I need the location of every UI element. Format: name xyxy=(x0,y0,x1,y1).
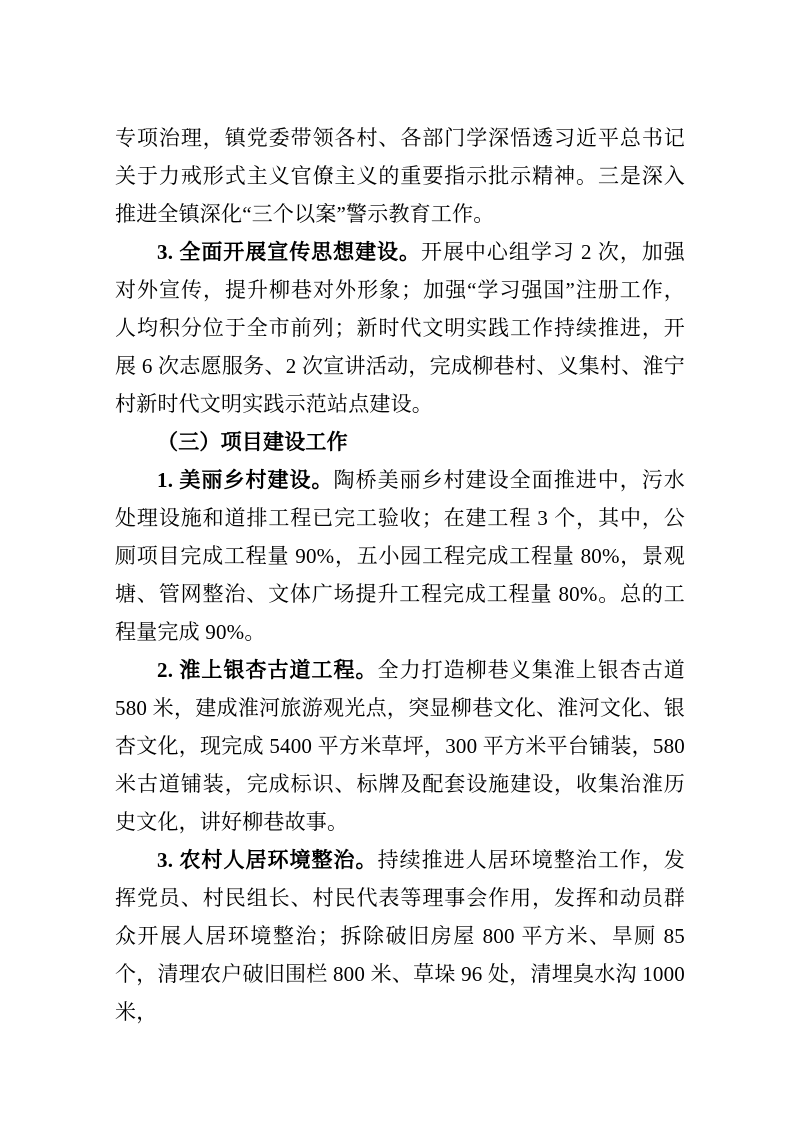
paragraph-text-run: 全力打造柳巷义集淮上银杏古道 580 米，建成淮河旅游观光点，突显柳巷文化、淮河文化、银杏文化，现完成 5400 平方米草坪，300 平方米平台铺装，580 米古道铺装，完成标识、标牌及配套设施建设，收集治淮历史文化，讲好柳巷故事。 xyxy=(115,658,685,834)
para-discipline-education-continued xyxy=(115,119,685,233)
paragraph-heading-run: 1. 美丽乡村建设。 xyxy=(157,468,334,492)
heading-project-construction-work xyxy=(115,423,685,461)
paragraph-text-run: 持续推进人居环境整治工作，发挥党员、村民组长、村民代表等理事会作用，发挥和动员群众开展人居环境整治；拆除破旧房屋 800 平方米、旱厕 85 个，清理农户破旧围栏 800 米、草垛 96 处，清埋臭水沟 1000 米， xyxy=(115,848,685,1024)
paragraph-heading-run: 3. 农村人居环境整治。 xyxy=(157,848,378,872)
paragraph-text-run: 开展中心组学习 2 次，加强对外宣传，提升柳巷对外形象；加强“学习强国”注册工作，人均积分位于全市前列；新时代文明实践工作持续推进，开展 6 次志愿服务、2 次宣讲活动，完成柳巷村、义集村、淮宁村新时代文明实践示范站点建设。 xyxy=(115,240,685,416)
paragraph-heading-run: （三）项目建设工作 xyxy=(157,430,348,454)
paragraph-heading-run: 2. 淮上银杏古道工程。 xyxy=(157,658,378,682)
para-ginkgo-ancient-road-project xyxy=(115,651,685,841)
para-propaganda-ideology-work xyxy=(115,233,685,423)
para-rural-living-environment xyxy=(115,841,685,1031)
paragraph-text-run: 陶桥美丽乡村建设全面推进中，污水处理设施和道排工程已完工验收；在建工程 3 个，其中，公厕项目完成工程量 90%，五小园工程完成工程量 80%，景观塘、管网整治、文体广场提升工程完成工程量 80%。总的工程量完成 90%。 xyxy=(115,468,686,644)
paragraph-heading-run: 3. 全面开展宣传思想建设。 xyxy=(157,240,421,264)
document-body xyxy=(115,119,685,1031)
para-beautiful-village-construction xyxy=(115,461,685,651)
paragraph-text-run: 专项治理，镇党委带领各村、各部门学深悟透习近平总书记关于力戒形式主义官僚主义的重要指示批示精神。三是深入推进全镇深化“三个以案”警示教育工作。 xyxy=(115,126,685,226)
